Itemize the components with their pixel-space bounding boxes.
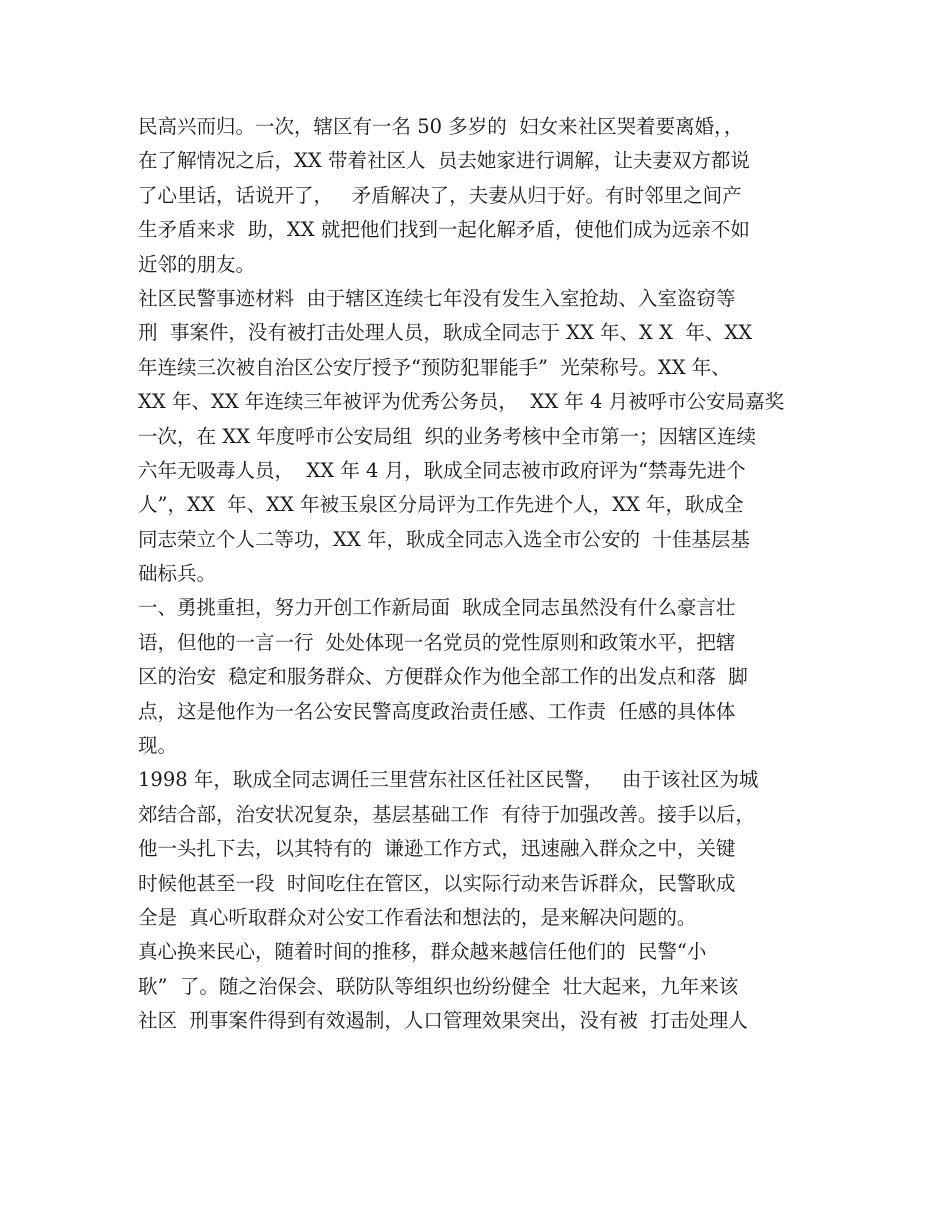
text-line: 现。 [138,734,178,758]
text-line: 全是 真心听取群众对公安工作看法和想法的，是来解决问题的。 [138,905,697,929]
text-line: 一次，在 XX 年度呼市公安局组 织的业务考核中全市第一；因辖区连续 [138,424,757,448]
text-line: 耿” 了。随之治保会、联防队等组织也纷纷健全 壮大起来，九年来该 [138,974,739,998]
text-line: 在了解情况之后，XX 带着社区人 员去她家进行调解，让夫妻双方都说 [138,149,750,173]
text-line: 础标兵。 [138,562,217,586]
document-body [138,110,828,1039]
text-line: 六年无吸毒人员， XX 年 4 月，耿成全同志被市政府评为“禁毒先进个 [138,458,746,482]
text-line: 1998 年，耿成全同志调任三里营东社区任社区民警， 由于该社区为城 [138,768,759,792]
text-line: 生矛盾来求 助，XX 就把他们找到一起化解矛盾，使他们成为远亲不如 [138,218,750,242]
text-line: 一、勇挑重担，努力开创工作新局面 耿成全同志虽然没有什么豪言壮 [138,596,736,620]
text-line: XX 年、XX 年连续三年被评为优秀公务员， XX 年 4 月被呼市公安局嘉奖 [138,390,785,414]
text-line: 社区 刑事案件得到有效遏制，人口管理效果突出，没有被 打击处理人 [138,1009,748,1033]
text-line: 他一头扎下去，以其特有的 谦逊工作方式，迅速融入群众之中，关键 [138,837,736,861]
text-line: 同志荣立个人二等功，XX 年，耿成全同志入选全市公安的 十佳基层基 [138,527,750,551]
text-line: 语，但他的一言一行 处处体现一名党员的党性原则和政策水平，把辖 [138,630,736,654]
text-line: 社区民警事迹材料 由于辖区连续七年没有发生入室抢劫、入室盗窃等 [138,286,736,310]
text-line: 刑 事案件，没有被打击处理人员，耿成全同志于 XX 年、X X 年、XX [138,321,753,345]
text-line: 区的治安 稳定和服务群众、方便群众作为他全部工作的出发点和落 脚 [138,665,748,689]
text-line: 郊结合部，治安状况复杂，基层基础工作 有待于加强改善。接手以后， [138,802,755,826]
text-line: 真心换来民心，随着时间的推移，群众越来越信任他们的 民警“小 [138,940,707,964]
text-line: 时候他甚至一段 时间吃住在管区，以实际行动来告诉群众，民警耿成 [138,871,736,895]
text-line: 了心里话，话说开了， 矛盾解决了，夫妻从归于好。有时邻里之间产 [138,183,742,207]
text-line: 近邻的朋友。 [138,252,256,276]
text-line: 点，这是他作为一名公安民警高度政治责任感、工作责 任感的具体体 [138,699,736,723]
text-line: 人”，XX 年、XX 年被玉泉区分局评为工作先进个人，XX 年，耿成全 [138,493,744,517]
text-line: 民高兴而归。一次，辖区有一名 50 多岁的 妇女来社区哭着要离婚，， [138,115,744,138]
text-line: 年连续三次被自治区公安厅授予“预防犯罪能手” 光荣称号。XX 年、 [138,355,731,379]
